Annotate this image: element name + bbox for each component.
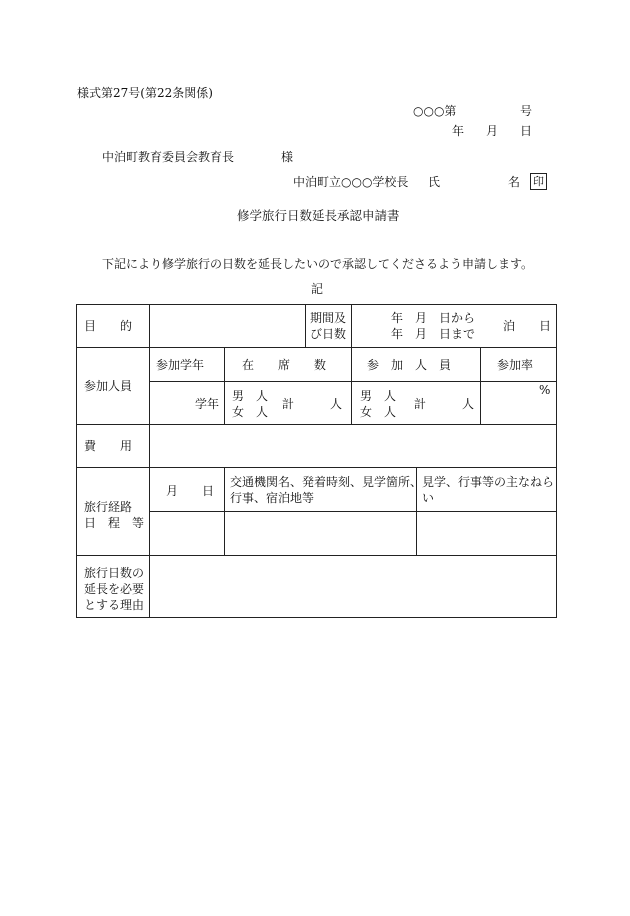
addressee-honorific: 様 [281, 150, 294, 164]
month-day-header: 月 日 [166, 484, 215, 498]
table-line [351, 304, 352, 348]
aims-header-line1: 見学、行事等の主なねら [422, 475, 555, 489]
applicant-school: 中泊町立○○○学校長 [293, 175, 409, 189]
enrolled-total: 計 人 [282, 397, 343, 411]
reason-label-line2: 延長を必要 [84, 582, 145, 596]
period-label-line2: び日数 [310, 327, 347, 341]
reason-label-line3: とする理由 [84, 598, 145, 612]
table-line [351, 347, 352, 425]
date-month: 月 [486, 124, 499, 138]
table-line [149, 381, 557, 382]
seal-mark: 印 [530, 173, 547, 190]
route-label-line1: 旅行経路 [84, 500, 133, 514]
form-number: 様式第27号(第22条関係) [77, 86, 213, 100]
date-day: 日 [520, 124, 533, 138]
table-line [149, 511, 557, 512]
document-number-suffix: 号 [520, 104, 533, 118]
purpose-label: 目 的 [84, 319, 133, 333]
column-enrolled: 在 席 数 [242, 358, 327, 372]
participants-female: 女 人 [360, 405, 397, 419]
enrolled-female: 女 人 [232, 405, 269, 419]
transport-header-line1: 交通機関名、発着時刻、見学箇所、 [230, 475, 423, 489]
document-title: 修学旅行日数延長承認申請書 [237, 208, 400, 223]
grade-unit: 学年 [195, 397, 220, 411]
table-line [224, 467, 225, 556]
period-from: 年 月 日から [391, 311, 476, 325]
column-grade: 参加学年 [156, 358, 205, 372]
column-participants: 参 加 人 員 [367, 358, 452, 372]
intro-text: 下記により修学旅行の日数を延長したいので承認してくださるよう申請します。 [102, 257, 534, 271]
route-label-line2: 日 程 等 [84, 516, 145, 530]
aims-header-line2: い [422, 491, 435, 505]
transport-header-line2: 行事、宿泊地等 [230, 491, 315, 505]
table-line [480, 347, 481, 425]
table-line [556, 304, 557, 618]
applicant-shi: 氏 [428, 175, 441, 189]
document-number-prefix: ○○○第 [413, 104, 457, 118]
table-line [305, 304, 306, 348]
period-label-line1: 期間及 [310, 311, 347, 325]
cost-label: 費 用 [84, 439, 133, 453]
reason-label-line1: 旅行日数の [84, 566, 145, 580]
column-rate: 参加率 [497, 358, 534, 372]
table-line [224, 347, 225, 425]
period-to: 年 月 日まで [391, 327, 476, 341]
applicant-mei: 名 [508, 175, 521, 189]
participants-label: 参加人員 [84, 379, 133, 393]
table-line [149, 304, 150, 618]
table-line [76, 304, 77, 618]
addressee-name: 中泊町教育委員会教育長 [102, 150, 235, 164]
participants-male: 男 人 [360, 389, 397, 403]
nights-days: 泊 日 [503, 319, 552, 333]
enrolled-male: 男 人 [232, 389, 269, 403]
participants-total: 計 人 [414, 397, 475, 411]
rate-percent: % [539, 383, 551, 397]
date-year: 年 [452, 124, 465, 138]
ki-label: 記 [311, 282, 324, 296]
